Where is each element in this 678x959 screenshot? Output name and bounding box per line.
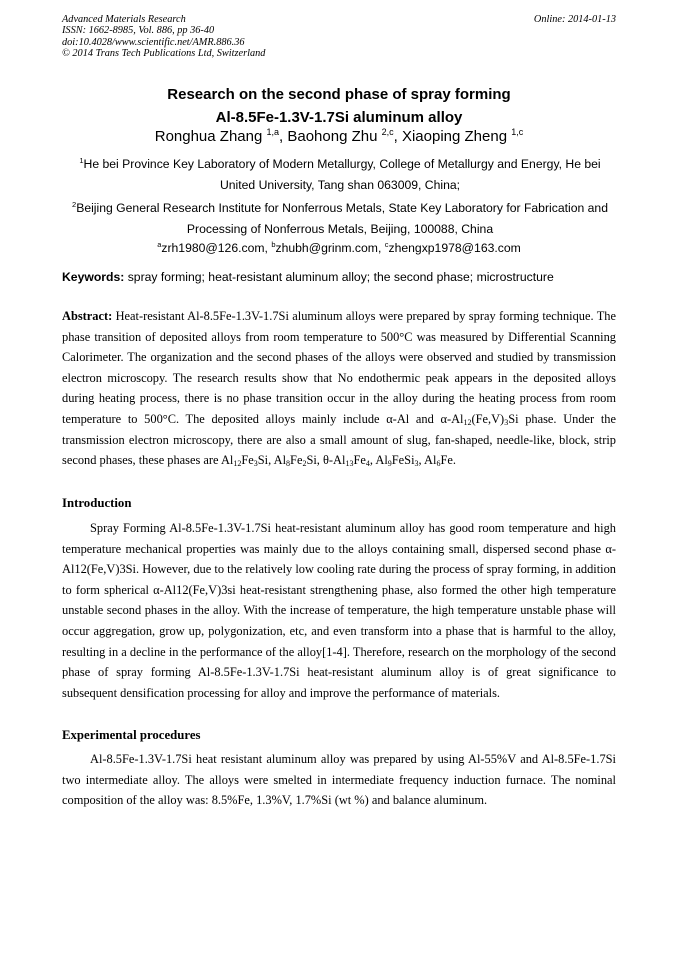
issn-line: ISSN: 1662-8985, Vol. 886, pp 36-40 [62,25,215,37]
copyright-line: © 2014 Trans Tech Publications Ltd, Switzerland [62,48,266,60]
journal-name: Advanced Materials Research [62,14,186,25]
affiliation-text: Beijing General Research Institute for Nonferrous Metals, State Key Laboratory for Fabrication and Processing of Nonferrous Metals, Beijing, 100088, China [76,201,608,236]
email-link[interactable]: zhengxp1978@163.com [388,241,521,255]
email-mark: c [384,240,389,249]
separator: , [393,128,402,145]
phase-formula: $\theta-Al_{13}Fe_4$ [323,453,370,469]
affiliation-2 [62,198,618,240]
separator: , [264,241,272,255]
author-affiliation-mark: 2,c [381,127,394,137]
abstract-label: Abstract: [62,309,113,323]
journal-header [62,14,616,60]
keywords-label: Keywords: [62,270,125,284]
author-name: Xiaoping Zheng [401,128,508,145]
email-link[interactable]: zhubh@grinm.com [275,241,378,255]
phase-formula: $Al_{12}Fe_3Si$ [220,453,269,469]
keywords-text: spray forming; heat-resistant aluminum alloy; the second phase; microstructure [124,270,554,284]
phase-formula: $Al_6Fe$ [424,453,453,469]
paper-title-line-2: Al-8.5Fe-1.3V-1.7Si aluminum alloy [215,109,463,126]
separator: , [377,241,385,255]
section-heading-experimental: Experimental procedures [62,728,201,742]
affiliation-mark: 2 [72,200,77,209]
affiliation-1 [62,154,618,196]
subscript: 12 [463,417,472,427]
subscript: 3 [504,417,509,427]
author-emails [0,241,678,255]
phase-list: $Al_{12}Fe_3Si$, $Al_8Fe_2Si$, $\theta-Al_{13}Fe_4$, $Al_9FeSi_3$, $Al_6Fe$. [220,453,456,469]
author-name: Baohong Zhu [287,128,378,145]
abstract-text: Si phase. Under the transmission electron microscopy, there are also a small amount of slug, fan-shaped, needle-like, block, strip second phases, these phases are [62,411,616,468]
author-name: Ronghua Zhang [154,128,263,145]
paper-title-line-1: Research on the second phase of spray forming [167,86,511,103]
introduction-paragraph: Spray Forming Al-8.5Fe-1.3V-1.7Si heat-resistant aluminum alloy has good room temperature and high temperature mechanical properties was mainly due to the alloys containing small, dispersed second phase α-Al12(Fe,V)3Si. However, due to the relatively low cooling rate during the process of spray forming, in addition to form spherical α-Al12(Fe,V)3si heat-resistant strengthening phase, also formed the other high temperature unstable second phases in the alloy. With the increase of temperature, the high temperature unstable phase will occur aggregation, grow up, polygonization, etc, and even transform into a phase that is harmful to the alloy, resulting in a decline in the performance of the alloy[1-4]. Therefore, research on the morphology of the second phase of spray forming Al-8.5Fe-1.3V-1.7Si heat-resistant aluminum alloy is of great significance to subsequent densification processing for alloy and improve the performance of materials. [62,521,616,700]
experimental-paragraph: Al-8.5Fe-1.3V-1.7Si heat resistant aluminum alloy was prepared by using Al-55%V and Al-8.5Fe-1.7Si two intermediate alloy. The alloys were smelted in intermediate frequency induction furnace. The nominal composition of the alloy was: 8.5%Fe, 1.3%V, 1.7%Si (wt %) and balance aluminum. [62,752,616,808]
author-list [0,128,678,145]
abstract-text: Heat-resistant Al-8.5Fe-1.3V-1.7Si aluminum alloys were prepared by spray forming technique. The phase transition of deposited alloys from room temperature to 500°C was measured by Differential Scanning Calorimeter. The organization and the second phases of the alloys were observed and studied by transmission electron microscopy. The research results show that No endothermic peak appears in the deposited alloys during heating process, there is no phase transition occur in the alloy during the heating process from room temperature to 500°C. The deposited alloys mainly include α-Al and α-Al [62,309,616,426]
affiliation-text: He bei Province Key Laboratory of Modern Metallurgy, College of Metallurgy and Energy, He bei United University, Tang shan 063009, China; [83,157,601,192]
online-date: Online: 2014-01-13 [533,14,616,25]
separator: , [279,128,288,145]
phase-formula: $Al_9FeSi_3$ [375,453,419,469]
doi-line: doi:10.4028/www.scientific.net/AMR.886.36 [62,36,245,48]
author-affiliation-mark: 1,c [511,127,524,137]
phase-formula: $Al_8Fe_2Si$ [273,453,317,469]
abstract [62,306,616,471]
section-heading-introduction: Introduction [62,496,132,510]
affiliation-mark: 1 [79,156,84,165]
email-link[interactable]: zrh1980@126.com [161,241,265,255]
email-mark: b [271,240,276,249]
abstract-text: (Fe,V) [471,411,505,426]
keywords [62,270,618,284]
email-mark: a [157,240,162,249]
author-affiliation-mark: 1,a [266,127,280,137]
